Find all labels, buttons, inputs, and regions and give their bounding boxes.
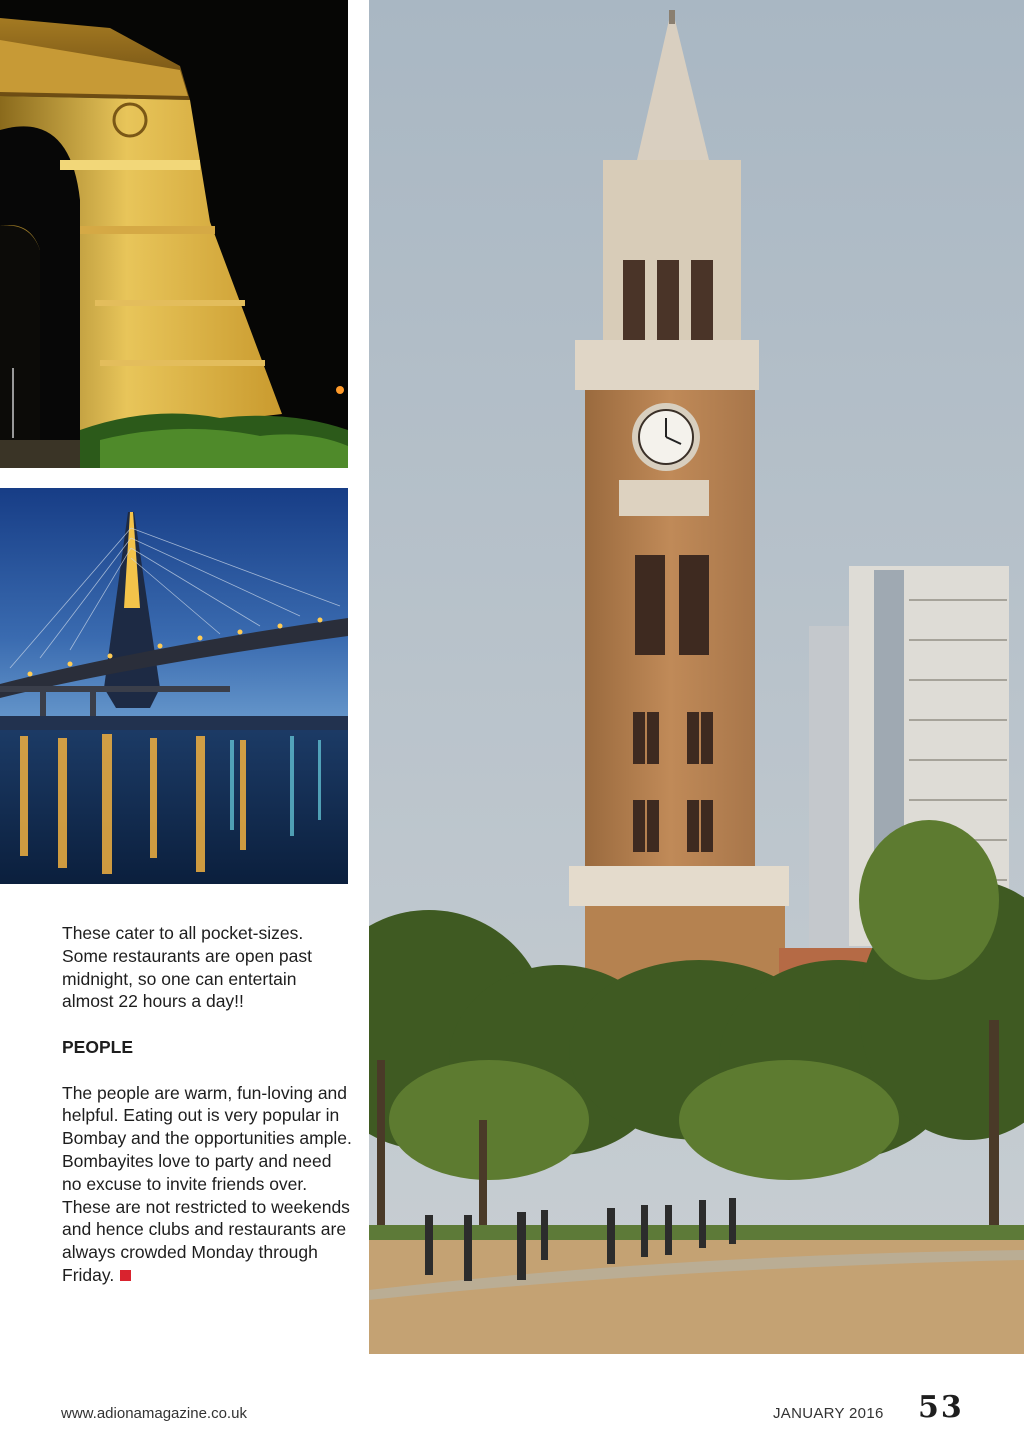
section-heading-people: PEOPLE xyxy=(62,1036,133,1057)
clock-tower-photo xyxy=(369,0,1024,1354)
clock-tower-illustration xyxy=(369,0,1024,1354)
footer-issue-date: JANUARY 2016 xyxy=(773,1405,884,1422)
bridge-illustration xyxy=(0,488,348,884)
end-of-article-square-icon xyxy=(120,1270,131,1281)
article-paragraph-2-text: The people are warm, fun-loving and helpful. Eating out is very popular in Bombay and the opportunities ample. Bombayites love to party and need no excuse to invite friends over. These are not restricted to weekends and hence clubs and restaurants are always crowded Monday through Friday. xyxy=(62,1082,352,1285)
article-paragraph-2 xyxy=(62,1082,352,1287)
bridge-photo xyxy=(0,488,348,884)
article-text xyxy=(62,922,352,1287)
footer-website-url: www.adionamagazine.co.uk xyxy=(61,1405,247,1422)
article-paragraph-1: These cater to all pocket-sizes. Some restaurants are open past midnight, so one can entertain almost 22 hours a day!! xyxy=(62,923,313,1012)
page-number: 53 xyxy=(918,1390,964,1425)
india-gate-photo xyxy=(0,0,348,468)
india-gate-illustration xyxy=(0,0,348,468)
